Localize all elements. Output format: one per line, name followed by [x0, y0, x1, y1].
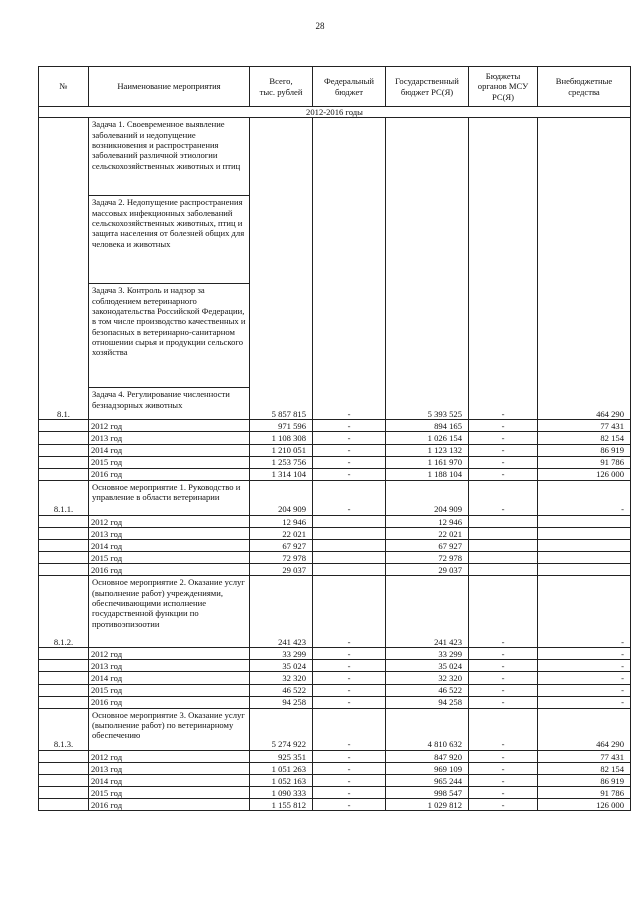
value-cell: 72 978	[250, 552, 313, 564]
value-cell: -	[313, 762, 386, 774]
row-number-empty	[39, 432, 89, 444]
value-cell: 241 423	[250, 576, 313, 648]
value-cell: 1 188 104	[386, 468, 469, 480]
year-label: 2014 год	[89, 539, 250, 551]
value-cell: -	[313, 774, 386, 786]
value-cell: -	[538, 660, 631, 672]
value-cell: 82 154	[538, 432, 631, 444]
value-cell	[538, 515, 631, 527]
row-number-empty	[39, 648, 89, 660]
year-label: 2016 год	[89, 564, 250, 576]
value-cell: -	[538, 684, 631, 696]
year-label: 2015 год	[89, 552, 250, 564]
row-number: 8.1.2.	[39, 576, 89, 648]
year-row	[39, 672, 631, 684]
task-description: Задача 2. Недопущение распространения массовых инфекционных заболеваний сельскохозяйственных животных, птиц и защита населения от болезней общих для человека и животных	[89, 196, 250, 284]
year-row	[39, 750, 631, 762]
col-header-name: Наименование мероприятия	[89, 67, 250, 107]
value-cell: 1 052 163	[250, 774, 313, 786]
row-number-empty	[39, 564, 89, 576]
value-cell: 1 029 812	[386, 799, 469, 811]
year-row	[39, 564, 631, 576]
value-cell: -	[469, 672, 538, 684]
value-cell	[313, 564, 386, 576]
row-number-empty	[39, 420, 89, 432]
value-cell: -	[313, 480, 386, 515]
section-row	[39, 576, 631, 648]
year-row	[39, 527, 631, 539]
value-cell: 5 857 815	[250, 118, 313, 420]
value-cell: 1 026 154	[386, 432, 469, 444]
value-cell: 1 314 104	[250, 468, 313, 480]
value-cell: -	[313, 660, 386, 672]
value-cell: -	[313, 432, 386, 444]
value-cell: -	[469, 708, 538, 750]
value-cell: -	[313, 799, 386, 811]
year-row	[39, 696, 631, 708]
col-header-federal: Федеральный бюджет	[313, 67, 386, 107]
value-cell: -	[313, 696, 386, 708]
value-cell: -	[469, 750, 538, 762]
year-row	[39, 799, 631, 811]
year-label: 2012 год	[89, 648, 250, 660]
year-label: 2013 год	[89, 527, 250, 539]
value-cell: 204 909	[386, 480, 469, 515]
value-cell: 12 946	[250, 515, 313, 527]
col-header-extrabudget: Внебюджетные средства	[538, 67, 631, 107]
row-number-empty	[39, 527, 89, 539]
year-row	[39, 444, 631, 456]
value-cell: 969 109	[386, 762, 469, 774]
value-cell: -	[538, 696, 631, 708]
value-cell: 94 258	[250, 696, 313, 708]
year-row	[39, 648, 631, 660]
value-cell: -	[469, 118, 538, 420]
value-cell: -	[469, 787, 538, 799]
year-label: 2014 год	[89, 774, 250, 786]
value-cell: 5 274 922	[250, 708, 313, 750]
value-cell: 998 547	[386, 787, 469, 799]
task-row	[39, 118, 631, 196]
col-header-municipal: Бюджеты органов МСУ РС(Я)	[469, 67, 538, 107]
year-label: 2016 год	[89, 799, 250, 811]
value-cell: 29 037	[250, 564, 313, 576]
row-number-empty	[39, 774, 89, 786]
value-cell	[313, 515, 386, 527]
value-cell: -	[469, 420, 538, 432]
year-label: 2012 год	[89, 515, 250, 527]
year-label: 2012 год	[89, 420, 250, 432]
value-cell: -	[313, 787, 386, 799]
value-cell	[538, 527, 631, 539]
task-description: Задача 3. Контроль и надзор за соблюдением ветеринарного законодательства Российской Федерации, в том числе производство качественных и безопасных в ветеринарно-санитарном отношении сырья и продукции сельского хозяйства	[89, 284, 250, 388]
value-cell: 126 000	[538, 799, 631, 811]
value-cell: -	[313, 456, 386, 468]
value-cell: 1 090 333	[250, 787, 313, 799]
value-cell: 22 021	[386, 527, 469, 539]
year-label: 2013 год	[89, 762, 250, 774]
value-cell: 965 244	[386, 774, 469, 786]
value-cell	[469, 564, 538, 576]
value-cell: 241 423	[386, 576, 469, 648]
value-cell: -	[469, 774, 538, 786]
value-cell	[538, 564, 631, 576]
value-cell	[538, 539, 631, 551]
year-row	[39, 420, 631, 432]
year-label: 2015 год	[89, 684, 250, 696]
year-row	[39, 468, 631, 480]
value-cell: 464 290	[538, 708, 631, 750]
value-cell: 126 000	[538, 468, 631, 480]
value-cell: 204 909	[250, 480, 313, 515]
value-cell	[469, 539, 538, 551]
value-cell: 77 431	[538, 750, 631, 762]
row-number: 8.1.1.	[39, 480, 89, 515]
value-cell: 35 024	[250, 660, 313, 672]
row-number-empty	[39, 456, 89, 468]
year-row	[39, 684, 631, 696]
year-label: 2013 год	[89, 660, 250, 672]
value-cell: 1 210 051	[250, 444, 313, 456]
year-row	[39, 539, 631, 551]
value-cell: -	[313, 468, 386, 480]
value-cell	[469, 527, 538, 539]
value-cell: 4 810 632	[386, 708, 469, 750]
year-label: 2015 год	[89, 456, 250, 468]
period-label: 2012-2016 годы	[39, 107, 631, 118]
value-cell: 1 051 263	[250, 762, 313, 774]
value-cell: 1 161 970	[386, 456, 469, 468]
row-number-empty	[39, 750, 89, 762]
header-row	[39, 67, 631, 107]
value-cell: 33 299	[250, 648, 313, 660]
row-number-empty	[39, 684, 89, 696]
value-cell: -	[313, 750, 386, 762]
activity-title: Основное мероприятие 2. Оказание услуг (выполнение работ) учреждениями, обеспечивающими исполнение государственной функции по противоэпизоотии	[89, 576, 250, 648]
value-cell: 33 299	[386, 648, 469, 660]
col-header-state: Государственный бюджет РС(Я)	[386, 67, 469, 107]
value-cell: 91 786	[538, 456, 631, 468]
year-row	[39, 552, 631, 564]
value-cell: -	[469, 660, 538, 672]
row-number: 8.1.3.	[39, 708, 89, 750]
row-number-empty	[39, 787, 89, 799]
col-header-number: №	[39, 67, 89, 107]
value-cell: -	[469, 468, 538, 480]
year-row	[39, 787, 631, 799]
row-number-empty	[39, 539, 89, 551]
value-cell: 32 320	[250, 672, 313, 684]
value-cell: -	[313, 444, 386, 456]
value-cell: -	[469, 648, 538, 660]
value-cell: 12 946	[386, 515, 469, 527]
value-cell: -	[469, 432, 538, 444]
value-cell: 86 919	[538, 774, 631, 786]
value-cell	[538, 552, 631, 564]
year-row	[39, 660, 631, 672]
row-number-empty	[39, 515, 89, 527]
value-cell: -	[313, 708, 386, 750]
value-cell: 77 431	[538, 420, 631, 432]
section-row	[39, 708, 631, 750]
value-cell: -	[313, 576, 386, 648]
value-cell: 94 258	[386, 696, 469, 708]
row-number-empty	[39, 799, 89, 811]
value-cell: 86 919	[538, 444, 631, 456]
value-cell: -	[469, 456, 538, 468]
row-number-empty	[39, 468, 89, 480]
value-cell: 32 320	[386, 672, 469, 684]
row-number-empty	[39, 660, 89, 672]
year-label: 2015 год	[89, 787, 250, 799]
col-header-total: Всего, тыс. рублей	[250, 67, 313, 107]
row-number-empty	[39, 552, 89, 564]
value-cell: -	[469, 684, 538, 696]
value-cell: 67 927	[250, 539, 313, 551]
value-cell: 1 253 756	[250, 456, 313, 468]
value-cell: -	[469, 444, 538, 456]
row-number-empty	[39, 696, 89, 708]
activity-title: Основное мероприятие 1. Руководство и управление в области ветеринарии	[89, 480, 250, 515]
value-cell: -	[313, 648, 386, 660]
value-cell	[469, 515, 538, 527]
value-cell: 464 290	[538, 118, 631, 420]
year-label: 2016 год	[89, 696, 250, 708]
period-row	[39, 107, 631, 118]
row-number-empty	[39, 672, 89, 684]
value-cell: 925 351	[250, 750, 313, 762]
value-cell: 22 021	[250, 527, 313, 539]
year-label: 2012 год	[89, 750, 250, 762]
value-cell: 72 978	[386, 552, 469, 564]
row-number-empty	[39, 762, 89, 774]
year-label: 2016 год	[89, 468, 250, 480]
task-description: Задача 4. Регулирование численности безнадзорных животных	[89, 388, 250, 420]
year-label: 2013 год	[89, 432, 250, 444]
value-cell: -	[538, 480, 631, 515]
value-cell: -	[469, 576, 538, 648]
task-description: Задача 1. Своевременное выявление заболеваний и недопущение возникновения и распространения заболеваний различной этиологии сельскохозяйственных животных и птиц	[89, 118, 250, 196]
value-cell: 46 522	[386, 684, 469, 696]
value-cell: 67 927	[386, 539, 469, 551]
budget-table	[38, 66, 631, 811]
value-cell: 35 024	[386, 660, 469, 672]
value-cell: -	[313, 420, 386, 432]
year-label: 2014 год	[89, 672, 250, 684]
row-number: 8.1.	[39, 118, 89, 420]
value-cell: 971 596	[250, 420, 313, 432]
value-cell	[313, 552, 386, 564]
value-cell: 82 154	[538, 762, 631, 774]
year-row	[39, 515, 631, 527]
value-cell: -	[469, 762, 538, 774]
value-cell: -	[469, 696, 538, 708]
year-row	[39, 774, 631, 786]
value-cell: -	[313, 118, 386, 420]
row-number-empty	[39, 444, 89, 456]
value-cell: 5 393 525	[386, 118, 469, 420]
value-cell: 1 155 812	[250, 799, 313, 811]
year-row	[39, 432, 631, 444]
value-cell: -	[469, 799, 538, 811]
section-row	[39, 480, 631, 515]
value-cell: -	[538, 576, 631, 648]
value-cell: 1 123 132	[386, 444, 469, 456]
value-cell: 847 920	[386, 750, 469, 762]
value-cell: 894 165	[386, 420, 469, 432]
year-row	[39, 762, 631, 774]
value-cell: 29 037	[386, 564, 469, 576]
page-number: 28	[315, 21, 325, 31]
value-cell: -	[313, 684, 386, 696]
value-cell: -	[469, 480, 538, 515]
value-cell: -	[538, 672, 631, 684]
value-cell: 1 108 308	[250, 432, 313, 444]
year-row	[39, 456, 631, 468]
value-cell: 46 522	[250, 684, 313, 696]
value-cell	[313, 539, 386, 551]
value-cell: 91 786	[538, 787, 631, 799]
year-label: 2014 год	[89, 444, 250, 456]
activity-title: Основное мероприятие 3. Оказание услуг (выполнение работ) по ветеринарному обеспечению	[89, 708, 250, 750]
value-cell: -	[538, 648, 631, 660]
value-cell: -	[313, 672, 386, 684]
value-cell	[313, 527, 386, 539]
value-cell	[469, 552, 538, 564]
